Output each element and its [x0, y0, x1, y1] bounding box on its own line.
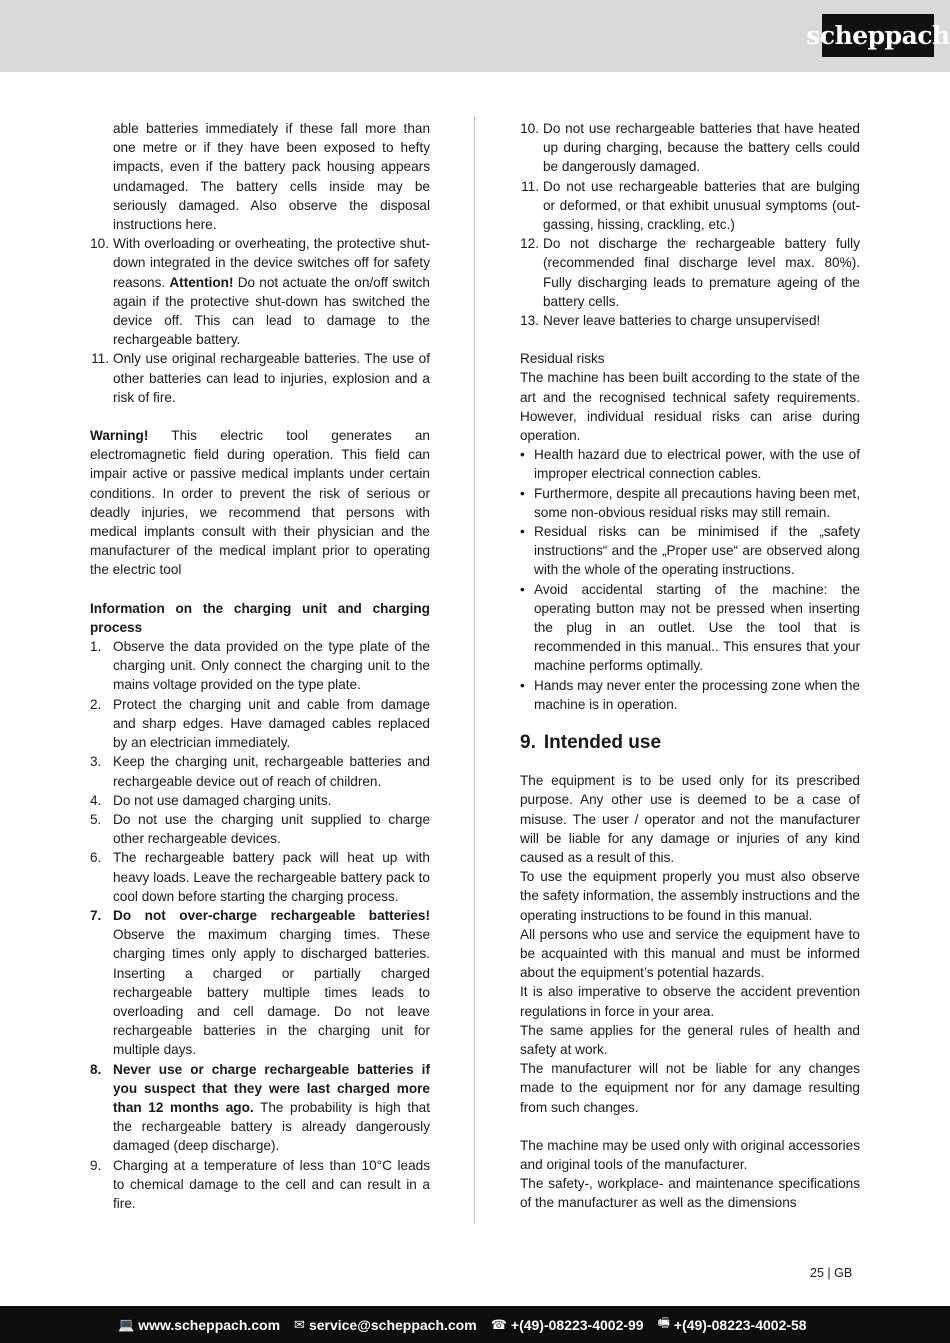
bullet-item: • Furthermore, despite all precautions having been met, some non-obvious residual risks may still remain. — [520, 485, 860, 520]
list-item — [90, 1156, 430, 1214]
safety-list-continued — [90, 234, 430, 407]
page-number: 25 | GB — [810, 1266, 853, 1280]
list-bold-text: Do not over-charge rechargeable batteries! — [113, 907, 430, 923]
list-text: Do not use the charging unit supplied to charge other rechargeable devices. — [113, 811, 430, 847]
charging-list — [90, 637, 430, 1213]
intended-use-paragraph: It is also imperative to observe the accident prevention regulations in force in your area. — [520, 984, 860, 1019]
list-item — [90, 906, 430, 1060]
list-number: 3. — [90, 754, 102, 770]
bullet-item: • Residual risks can be minimised if the „safety instructions“ and the „Proper use“ are observed along with the whole of the operating instructions. — [520, 524, 860, 578]
section-heading — [520, 731, 860, 755]
footer-email[interactable] — [294, 1317, 477, 1333]
section-title: Intended use — [543, 732, 662, 754]
list-number: 8. — [90, 1061, 102, 1077]
list-number: 11. — [521, 178, 539, 194]
list-number: 5. — [90, 811, 102, 827]
residual-risks-list — [520, 445, 860, 714]
list-number: 11. — [91, 351, 109, 367]
list-text: Only use original rechargeable batteries. The use of other batteries can lead to injuries, explosion and a risk of fire. — [113, 351, 430, 405]
intended-use-paragraph: To use the equipment properly you must also observe the safety information, the assembly instructions and the operating instructions to be found in this manual. — [520, 869, 860, 923]
list-item — [90, 848, 430, 906]
list-number: 7. — [90, 907, 102, 923]
bullet-item: • Hands may never enter the processing zone when the machine is in operation. — [520, 677, 860, 712]
website-text: www.scheppach.com — [138, 1316, 281, 1333]
bullet-text: Residual risks can be minimised if the „safety instructions“ and the „Proper use“ are observed along with the whole of the operating instructions. — [534, 524, 860, 578]
list-text: With overloading or overheating, the protective shut-down integrated in the device switches off for safety reasons. — [113, 236, 430, 290]
right-column — [520, 119, 860, 1213]
continued-paragraph: able batteries immediately if these fall more than one metre or if they have been exposed to hefty impacts, even if the battery pack housing appears undamaged. The battery cells inside may be seriously damaged. Also observe the disposal instructions here. — [113, 121, 430, 233]
bullet-item: • Health hazard due to electrical power, with the use of improper electrical connection cables. — [520, 447, 860, 482]
list-text: Never leave batteries to charge unsupervised! — [543, 313, 821, 329]
list-text: Do not actuate the on/off switch again if the protective shut-down has switched the device off. This can lead to damage to the rechargeable battery. — [113, 274, 430, 348]
footer-phone[interactable] — [491, 1317, 644, 1333]
bullet-text: Hands may never enter the processing zone when the machine is in operation. — [534, 677, 860, 712]
list-item — [90, 752, 430, 790]
section-number: 9. — [520, 732, 536, 754]
list-text: Do not discharge the rechargeable battery fully (recommended final discharge level max. 80%). Fully discharging leads to premature ageing of the battery cells. — [543, 236, 860, 309]
column-divider — [474, 116, 475, 1224]
intended-use-paragraph: All persons who use and service the equipment have to be acquainted with this manual and must be informed about the equipment’s potential hazards. — [520, 926, 860, 981]
charging-heading: Information on the charging unit and charging process — [90, 600, 430, 635]
list-text: Protect the charging unit and cable from damage and sharp edges. Have damaged cables replaced by an electrician immediately. — [113, 696, 430, 751]
residual-risks-intro: The machine has been built according to the state of the art and the recognised technical safety requirements. However, individual residual risks can arise during operation. — [520, 370, 860, 444]
list-number: 6. — [90, 850, 102, 866]
footer-website[interactable] — [118, 1317, 280, 1333]
list-item — [520, 311, 860, 330]
list-number: 4. — [90, 792, 102, 808]
list-text: Do not use rechargeable batteries that are bulging or deformed, or that exhibit unusual symptoms (out-gassing, hissing, crackling, etc.) — [543, 178, 860, 233]
list-item — [90, 810, 430, 848]
list-item — [90, 791, 430, 810]
warning-paragraph — [90, 426, 430, 580]
fax-icon: 🖷 — [657, 1314, 670, 1330]
warning-text: This electric tool generates an electromagnetic field during operation. This field can impair active or passive medical implants under certain conditions. In order to prevent the risk of serious or deadly injuries, we recommend that persons with medical implants consult with their physician and the manufacturer of the medical implant prior to operating the electric tool — [90, 428, 430, 578]
list-item — [520, 234, 860, 311]
list-number: 10. — [90, 236, 109, 252]
intended-use-paragraph: The manufacturer will not be liable for any changes made to the equipment nor for any damage resulting from such changes. — [520, 1061, 860, 1115]
list-item — [90, 1060, 430, 1156]
list-number: 2. — [90, 696, 102, 712]
list-item — [90, 637, 430, 695]
phone-text: +(49)-08223-4002-99 — [510, 1316, 644, 1333]
list-text: The probability is high that the rechargeable battery is already dangerously damaged (deep discharge). — [113, 1099, 430, 1154]
list-number: 13. — [520, 313, 539, 329]
intended-use-paragraph: The same applies for the general rules of health and safety at work. — [520, 1022, 860, 1057]
list-text: Observe the data provided on the type plate of the charging unit. Only connect the charging unit to the mains voltage provided on the type plate. — [113, 639, 430, 693]
mail-icon: ✉ — [294, 1316, 305, 1332]
list-number: 10. — [520, 121, 539, 136]
battery-list-continued — [520, 119, 860, 330]
bullet-text: Avoid accidental starting of the machine: the operating button may not be pressed when inserting the plug in an outlet. Use the tool that is recommended in this manual.. This ensures that your machine performs optimally. — [534, 581, 860, 674]
phone-icon: ☎ — [490, 1316, 507, 1332]
computer-icon: 💻 — [118, 1316, 135, 1332]
list-text: Charging at a temperature of less than 10°C leads to chemical damage to the cell and can result in a fire. — [113, 1157, 430, 1211]
list-text: Keep the charging unit, rechargeable batteries and rechargeable device out of reach of children. — [113, 754, 430, 789]
intended-use-paragraph: The equipment is to be used only for its prescribed purpose. Any other use is deemed to be a case of misuse. The user / operator and not the manufacturer will be liable for any damage or injuries of any kind caused as a result of this. — [520, 773, 860, 865]
list-number: 9. — [90, 1157, 102, 1173]
bullet-text: Furthermore, despite all precautions having been met, some non-obvious residual risks may still remain. — [534, 485, 860, 520]
warning-label: Warning! — [90, 428, 149, 444]
list-item — [520, 177, 860, 235]
list-item — [520, 119, 860, 177]
bullet-text: Health hazard due to electrical power, with the use of improper electrical connection cables. — [534, 447, 860, 482]
attention-label: Attention! — [169, 274, 234, 290]
list-number: 1. — [90, 639, 102, 655]
list-item — [90, 234, 430, 349]
scheppach-logo: scheppach — [822, 14, 934, 57]
footer-bar — [0, 1306, 950, 1343]
accessories-paragraph: The machine may be used only with original accessories and original tools of the manufacturer. — [520, 1137, 861, 1172]
list-text: Do not use rechargeable batteries that have heated up during charging, because the battery cells could be dangerously damaged. — [543, 121, 860, 175]
list-number: 12. — [520, 236, 539, 252]
specifications-paragraph: The safety-, workplace- and maintenance specifications of the manufacturer as well as the dimensions — [520, 1176, 860, 1211]
list-text: Do not use damaged charging units. — [113, 792, 332, 808]
email-text: service@scheppach.com — [308, 1316, 477, 1333]
list-item — [90, 349, 430, 407]
left-column — [90, 119, 430, 1213]
bullet-item: • Avoid accidental starting of the machine: the operating button may not be pressed when inserting the plug in an outlet. Use the tool that is recommended in this manual.. This ensures that your machine performs optimally. — [520, 581, 860, 674]
list-item — [90, 695, 430, 753]
fax-text: +(49)-08223-4002-58 — [673, 1316, 807, 1333]
list-text: Observe the maximum charging times. These charging times only apply to discharged batteries. Inserting a charged or partially charged rechargeable battery multiple times leads to overloading and cell damage. Do not leave rechargeable batteries in the charging unit for multiple days. — [113, 927, 430, 1058]
footer-fax[interactable] — [658, 1314, 807, 1336]
list-text: The rechargeable battery pack will heat up with heavy loads. Leave the rechargeable battery pack to cool down before starting the charging process. — [113, 850, 430, 904]
list-bold-text: Never use or charge rechargeable batteries if you suspect that they were last charged more than 12 months ago. — [113, 1061, 430, 1115]
residual-risks-title: Residual risks — [520, 351, 605, 367]
